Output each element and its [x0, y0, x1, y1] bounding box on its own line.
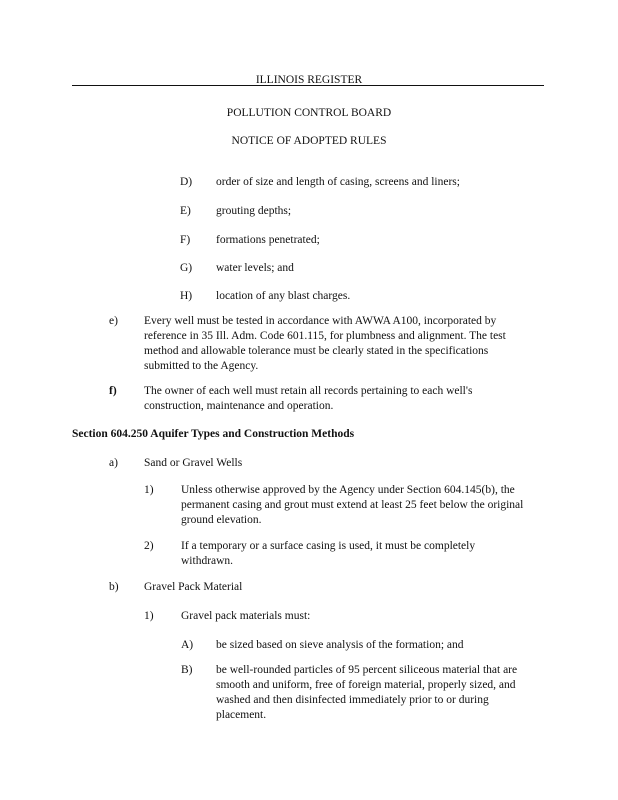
item-text: location of any blast charges.: [216, 290, 351, 302]
para-e-line: reference in 35 Ill. Adm. Code 601.115, for plumbness and alignment. The test: [144, 330, 506, 342]
a-item-line: Unless otherwise approved by the Agency under Section 604.145(b), the: [181, 484, 515, 496]
b-subitem-line: be sized based on sieve analysis of the formation; and: [216, 639, 464, 651]
b-item-label: 1): [144, 610, 154, 622]
a-item-label: 2): [144, 540, 154, 552]
item-label: F): [180, 234, 191, 246]
a-item-line: withdrawn.: [181, 555, 234, 567]
item-text: order of size and length of casing, screens and liners;: [216, 176, 460, 188]
b-subitem-label: A): [181, 639, 194, 651]
a-item-line: If a temporary or a surface casing is used, it must be completely: [181, 540, 476, 552]
subsection-b-title: Gravel Pack Material: [144, 581, 243, 593]
register-title-text: ILLINOIS REGISTER: [255, 74, 363, 86]
b-subitem-label: B): [181, 664, 193, 676]
b-subitem-line: placement.: [216, 709, 267, 721]
header-rule: [72, 85, 544, 86]
subsection-a-label: a): [109, 457, 118, 469]
item-label: H): [180, 290, 193, 302]
agency-title: POLLUTION CONTROL BOARD: [226, 107, 392, 119]
para-e-line: Every well must be tested in accordance with AWWA A100, incorporated by: [144, 315, 497, 327]
a-item-line: ground elevation.: [181, 514, 262, 526]
section-heading: Section 604.250 Aquifer Types and Construction Methods: [72, 428, 355, 440]
item-text: water levels; and: [216, 262, 294, 274]
subsection-b-label: b): [109, 581, 119, 593]
item-label: E): [180, 205, 191, 217]
a-item-line: permanent casing and grout must extend at least 25 feet below the original: [181, 499, 524, 511]
item-text: grouting depths;: [216, 205, 292, 217]
para-e-line: method and allowable tolerance must be clearly stated in the specifications: [144, 345, 489, 357]
para-e-line: submitted to the Agency.: [144, 360, 259, 372]
subsection-a-title: Sand or Gravel Wells: [144, 457, 243, 469]
para-e-label: e): [109, 315, 118, 327]
b-subitem-line: smooth and uniform, free of foreign material, properly sized, and: [216, 679, 516, 691]
a-item-label: 1): [144, 484, 154, 496]
item-text: formations penetrated;: [216, 234, 320, 246]
b-subitem-line: be well-rounded particles of 95 percent siliceous material that are: [216, 664, 518, 676]
item-label: D): [180, 176, 193, 188]
item-label: G): [180, 262, 193, 274]
para-f-line: construction, maintenance and operation.: [144, 400, 334, 412]
notice-title: NOTICE OF ADOPTED RULES: [231, 135, 387, 147]
para-f-label: f): [109, 385, 117, 397]
para-f-line: The owner of each well must retain all records pertaining to each well's: [144, 385, 473, 397]
b-item-text: Gravel pack materials must:: [181, 610, 311, 622]
b-subitem-line: washed and then disinfected immediately prior to or during: [216, 694, 489, 706]
